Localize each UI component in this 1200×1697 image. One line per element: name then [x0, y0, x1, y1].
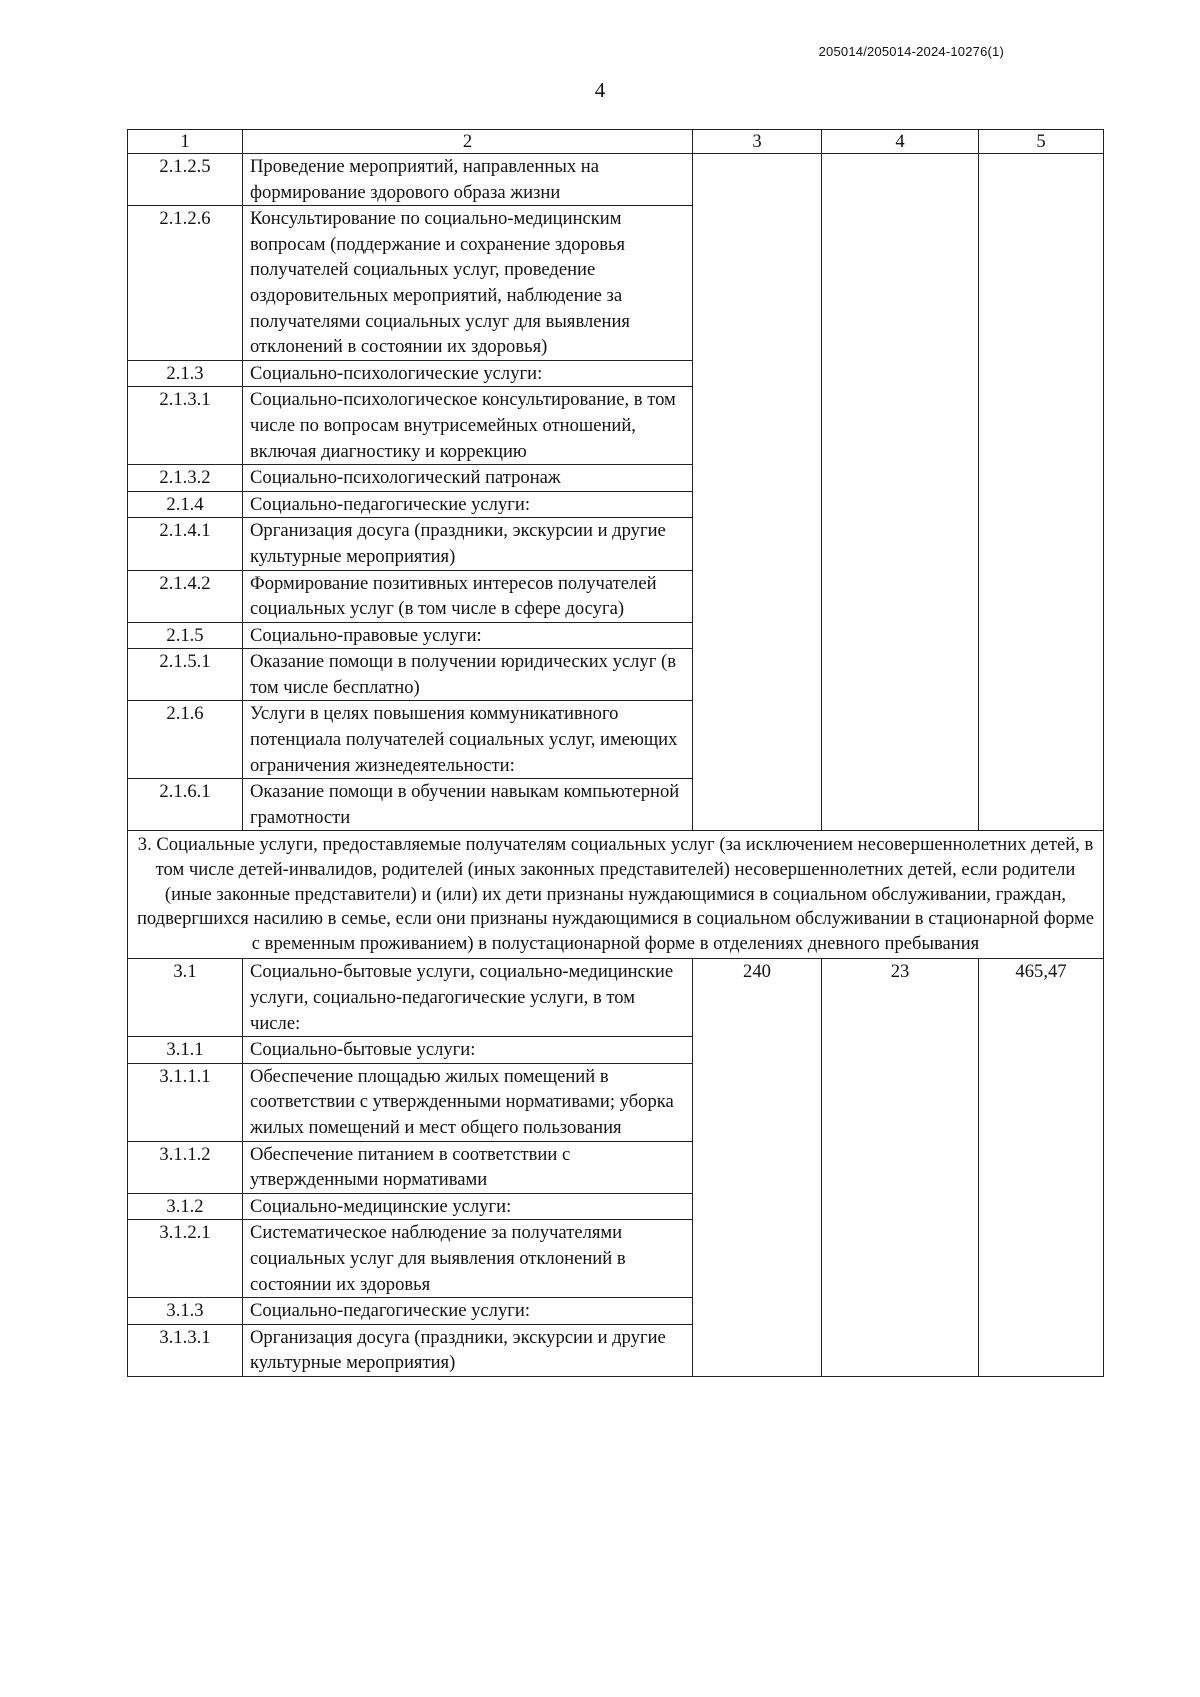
- row-name: Оказание помощи в обучении навыкам компьютерной грамотности: [243, 779, 693, 831]
- document-id: 205014/205014-2024-10276(1): [818, 44, 1004, 59]
- row-name: Социально-психологические услуги:: [243, 360, 693, 387]
- row-name: Организация досуга (праздники, экскурсии и другие культурные мероприятия): [243, 518, 693, 570]
- row-code: 3.1.2: [128, 1193, 243, 1220]
- column-header: 3: [693, 130, 822, 154]
- table-row: [128, 959, 1104, 1037]
- column-header: 1: [128, 130, 243, 154]
- row-name: Проведение мероприятий, направленных на формирование здорового образа жизни: [243, 154, 693, 206]
- row-name: Социально-педагогические услуги:: [243, 1298, 693, 1325]
- row-code: 3.1.1.2: [128, 1141, 243, 1193]
- row-code: 3.1.3: [128, 1298, 243, 1325]
- row-name: Оказание помощи в получении юридических услуг (в том числе бесплатно): [243, 649, 693, 701]
- row-code: 2.1.3: [128, 360, 243, 387]
- row-name: Социально-медицинские услуги:: [243, 1193, 693, 1220]
- row-code: 2.1.5: [128, 622, 243, 649]
- row-name: Социально-психологический патронаж: [243, 465, 693, 492]
- page-number: 4: [594, 78, 606, 102]
- row-name: Формирование позитивных интересов получателей социальных услуг (в том числе в сфере досуга): [243, 570, 693, 622]
- row-code: 2.1.6: [128, 701, 243, 779]
- row-name: Социально-бытовые услуги, социально-медицинские услуги, социально-педагогические услуги, в том числе:: [243, 959, 693, 1037]
- row-code: 2.1.5.1: [128, 649, 243, 701]
- row-code: 2.1.4.1: [128, 518, 243, 570]
- row-code: 2.1.2.6: [128, 206, 243, 361]
- row-name: Социально-психологическое консультирование, в том числе по вопросам внутрисемейных отношений, включая диагностику и коррекцию: [243, 387, 693, 465]
- row-code: 3.1.1: [128, 1037, 243, 1064]
- row-code: 3.1: [128, 959, 243, 1037]
- column-header: 5: [979, 130, 1104, 154]
- row-code: 2.1.4.2: [128, 570, 243, 622]
- row-code: 2.1.3.2: [128, 465, 243, 492]
- row-code: 2.1.3.1: [128, 387, 243, 465]
- column-number-row: [128, 130, 1104, 154]
- row-code: 3.1.3.1: [128, 1324, 243, 1376]
- cell-col3-value: 240: [693, 959, 822, 1377]
- row-code: 3.1.1.1: [128, 1063, 243, 1141]
- row-name: Консультирование по социально-медицинским вопросам (поддержание и сохранение здоровья получателей социальных услуг, проведение оздоровительных мероприятий, наблюдение за получателями социальных услуг для выявления отклонений в состоянии их здоровья): [243, 206, 693, 361]
- row-code: 3.1.2.1: [128, 1220, 243, 1298]
- column-header: 4: [822, 130, 979, 154]
- table-row: [128, 154, 1104, 206]
- row-name: Организация досуга (праздники, экскурсии и другие культурные мероприятия): [243, 1324, 693, 1376]
- row-code: 2.1.6.1: [128, 779, 243, 831]
- row-name: Социально-правовые услуги:: [243, 622, 693, 649]
- section-row: [128, 831, 1104, 959]
- section-heading: 3. Социальные услуги, предоставляемые получателям социальных услуг (за исключением несовершеннолетних детей, в том числе детей-инвалидов, родителей (иных законных представителей) несовершеннолетних детей, если родители (иные законные представители) и (или) их дети признаны нуждающимися в социальном обслуживании, граждан, подвергшихся насилию в семье, если они признаны нуждающимися в социальном обслуживании в стационарной форме с временным проживанием) в полустационарной форме в отделениях дневного пребывания: [128, 831, 1104, 959]
- row-code: 2.1.4: [128, 491, 243, 518]
- row-name: Обеспечение питанием в соответствии с утвержденными нормативами: [243, 1141, 693, 1193]
- cell-col5-value: 465,47: [979, 959, 1104, 1377]
- cell-col4-value: 23: [822, 959, 979, 1377]
- row-name: Обеспечение площадью жилых помещений в соответствии с утвержденными нормативами; уборка жилых помещений и мест общего пользования: [243, 1063, 693, 1141]
- cell-col4-empty: [822, 154, 979, 831]
- row-name: Социально-бытовые услуги:: [243, 1037, 693, 1064]
- cell-col5-empty: [979, 154, 1104, 831]
- cell-col3-empty: [693, 154, 822, 831]
- row-name: Услуги в целях повышения коммуникативного потенциала получателей социальных услуг, имеющих ограничения жизнедеятельности:: [243, 701, 693, 779]
- row-code: 2.1.2.5: [128, 154, 243, 206]
- row-name: Систематическое наблюдение за получателями социальных услуг для выявления отклонений в состоянии их здоровья: [243, 1220, 693, 1298]
- services-table: [127, 129, 1104, 1377]
- column-header: 2: [243, 130, 693, 154]
- row-name: Социально-педагогические услуги:: [243, 491, 693, 518]
